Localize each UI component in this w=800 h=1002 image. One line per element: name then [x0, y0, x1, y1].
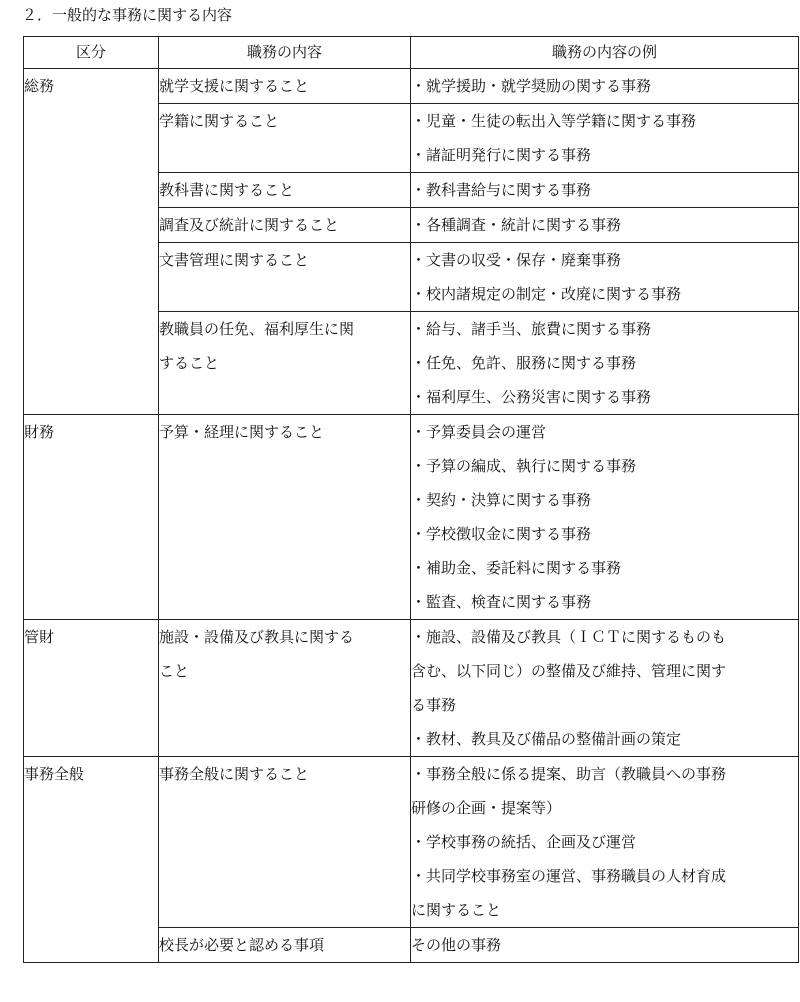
example-cell [411, 928, 799, 963]
example-line: ・事務全般に係る提案、助言（教職員への事務 [411, 765, 727, 783]
example-line: ・各種調査・統計に関する事務 [411, 216, 622, 234]
example-line: ・福利厚生、公務災害に関する事務 [411, 388, 652, 406]
section-heading: ２．一般的な事務に関する内容 [22, 6, 233, 24]
example-line: ・児童・生徒の転出入等学籍に関する事務 [411, 112, 697, 130]
example-cell [411, 415, 799, 620]
example-cell [411, 312, 799, 415]
example-line: ・文書の収受・保存・廃棄事務 [411, 251, 622, 269]
duty-label-line: 施設・設備及び教具に関する [159, 628, 355, 646]
example-line: ・契約・決算に関する事務 [411, 491, 592, 509]
example-line: ・教材、教具及び備品の整備計画の策定 [411, 730, 682, 748]
header-category: 区分 [24, 37, 159, 69]
category-cell [24, 620, 159, 757]
table-row [24, 757, 799, 928]
example-line: ・学校徴収金に関する事務 [411, 525, 592, 543]
duty-label: 予算・経理に関すること [159, 423, 325, 441]
duty-label: 文書管理に関すること [159, 251, 310, 269]
duty-label: 事務全般に関すること [159, 765, 310, 783]
duty-label: 学籍に関すること [159, 112, 280, 130]
example-line: その他の事務 [411, 936, 502, 954]
example-line: ・予算委員会の運営 [411, 423, 547, 441]
category-label: 財務 [24, 423, 55, 441]
example-line: ・監査、検査に関する事務 [411, 593, 592, 611]
table-row [24, 69, 799, 104]
duty-label-line: すること [159, 354, 220, 372]
duty-label: 校長が必要と認める事項 [159, 936, 325, 954]
duty-label: 教科書に関すること [159, 181, 295, 199]
example-line: ・教科書給与に関する事務 [411, 181, 592, 199]
example-cell [411, 69, 799, 104]
example-line: ・共同学校事務室の運営、事務職員の人材育成 [411, 867, 727, 885]
example-line: る事務 [411, 696, 457, 714]
example-line: ・任免、免許、服務に関する事務 [411, 354, 637, 372]
example-line: ・校内諸規定の制定・改廃に関する事務 [411, 285, 682, 303]
duties-table [23, 36, 799, 963]
duty-label: 就学支援に関すること [159, 77, 310, 95]
category-label: 事務全般 [24, 765, 85, 783]
table-row [24, 415, 799, 620]
duty-label-line: こと [159, 662, 190, 680]
example-line: ・諸証明発行に関する事務 [411, 146, 592, 164]
duty-cell [159, 243, 411, 312]
duty-cell [159, 757, 411, 928]
header-duty: 職務の内容 [159, 37, 411, 69]
example-cell [411, 208, 799, 243]
example-line: ・学校事務の統括、企画及び運営 [411, 833, 637, 851]
example-cell [411, 243, 799, 312]
duty-label: 調査及び統計に関すること [159, 216, 340, 234]
duty-cell [159, 620, 411, 757]
duty-cell [159, 104, 411, 173]
example-line: 研修の企画・提案等） [411, 799, 562, 817]
category-cell [24, 757, 159, 963]
example-cell [411, 620, 799, 757]
example-line: ・就学援助・就学奨励の関する事務 [411, 77, 652, 95]
duty-cell [159, 415, 411, 620]
example-cell [411, 757, 799, 928]
duty-cell [159, 312, 411, 415]
table-row [24, 620, 799, 757]
duty-label-line: 教職員の任免、福利厚生に関 [159, 320, 355, 338]
example-line: ・給与、諸手当、旅費に関する事務 [411, 320, 652, 338]
example-cell [411, 104, 799, 173]
example-line: に関すること [411, 901, 502, 919]
category-label: 総務 [24, 77, 55, 95]
header-examples: 職務の内容の例 [411, 37, 799, 69]
category-cell [24, 69, 159, 415]
table-header-row [24, 37, 799, 69]
example-cell [411, 173, 799, 208]
example-line: ・補助金、委託料に関する事務 [411, 559, 622, 577]
duty-cell [159, 928, 411, 963]
duty-cell [159, 208, 411, 243]
example-line: ・予算の編成、執行に関する事務 [411, 457, 637, 475]
example-line: 含む、以下同じ）の整備及び維持、管理に関す [411, 662, 727, 680]
example-line: ・施設、設備及び教具（ＩＣＴに関するものも [411, 628, 727, 646]
category-cell [24, 415, 159, 620]
duty-cell [159, 173, 411, 208]
duty-cell [159, 69, 411, 104]
category-label: 管財 [24, 628, 55, 646]
